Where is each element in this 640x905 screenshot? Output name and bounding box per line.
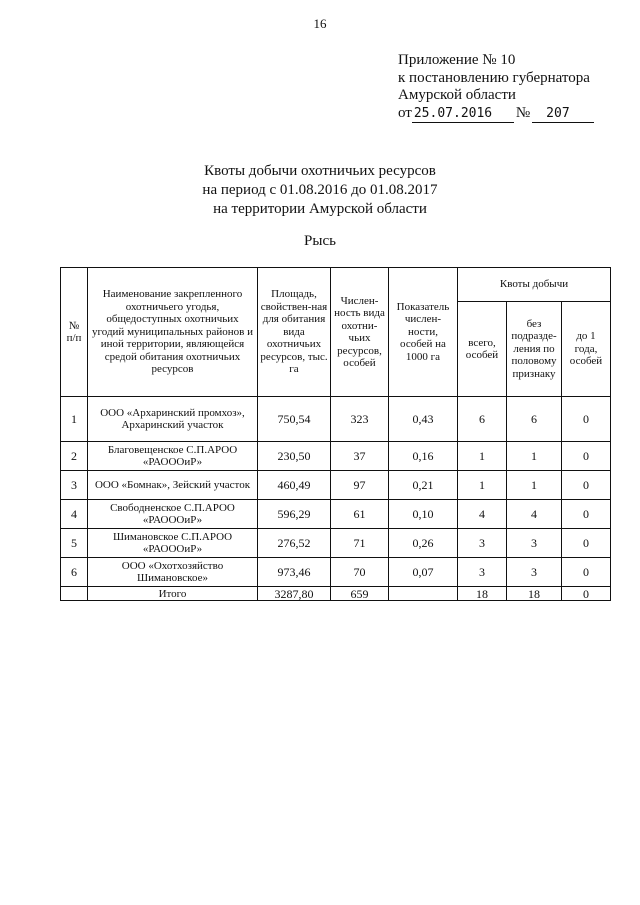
cell-quota-no-sex: 1	[507, 471, 562, 500]
cell-name: ООО «Охотхозяйство Шимановское»	[88, 558, 258, 587]
cell-name: ООО «Бомнак», Зейский участок	[88, 471, 258, 500]
cell-population: 37	[331, 442, 389, 471]
cell-area: 460,49	[258, 471, 331, 500]
cell-num: 3	[61, 471, 88, 500]
cell-area: 230,50	[258, 442, 331, 471]
table-header-row	[61, 268, 611, 302]
cell-quota-total: 1	[458, 471, 507, 500]
cell-num-empty	[61, 587, 88, 601]
species-heading: Рысь	[304, 233, 336, 249]
page-number: 16	[313, 16, 327, 31]
total-quota-under1: 0	[562, 587, 611, 601]
header-quota-group: Квоты добычи	[458, 268, 611, 302]
header-population: Числен-ность вида охотни-чьих ресурсов, особей	[331, 268, 389, 397]
cell-quota-under1: 0	[562, 529, 611, 558]
header-quota-under1: до 1 года, особей	[562, 302, 611, 397]
cell-density: 0,07	[389, 558, 458, 587]
cell-population: 61	[331, 500, 389, 529]
cell-num: 2	[61, 442, 88, 471]
total-label: Итого	[88, 587, 258, 601]
title-line-2: на период с 01.08.2016 до 01.08.2017	[202, 182, 438, 198]
appendix-reference: к постановлению губернатора	[398, 69, 590, 86]
total-quota: 18	[458, 587, 507, 601]
header-num: № п/п	[61, 268, 88, 397]
cell-quota-no-sex: 4	[507, 500, 562, 529]
header-quota-no-sex: без подразде-ления по половому признаку	[507, 302, 562, 397]
cell-density: 0,26	[389, 529, 458, 558]
decree-date: 25.07.2016	[412, 105, 514, 124]
cell-quota-no-sex: 6	[507, 397, 562, 442]
cell-quota-no-sex: 3	[507, 529, 562, 558]
cell-area: 750,54	[258, 397, 331, 442]
header-density: Показатель числен-ности, особей на 1000 га	[389, 268, 458, 397]
cell-population: 70	[331, 558, 389, 587]
cell-quota-total: 3	[458, 529, 507, 558]
quota-table	[60, 267, 611, 601]
decree-number: 207	[532, 105, 594, 124]
cell-quota-no-sex: 3	[507, 558, 562, 587]
cell-quota-under1: 0	[562, 500, 611, 529]
cell-quota-total: 4	[458, 500, 507, 529]
total-quota-no-sex: 18	[507, 587, 562, 601]
title-line-1: Квоты добычи охотничьих ресурсов	[204, 163, 436, 179]
header-name: Наименование закрепленного охотничьего угодья, общедоступных охотничьих угодий муниципальных районов и иной территории, являющейся средой обитания охотничьих ресурсов	[88, 268, 258, 397]
appendix-region: Амурской области	[398, 87, 516, 103]
cell-num: 6	[61, 558, 88, 587]
cell-name: Благовещенское С.П.АРОО «РАОООиР»	[88, 442, 258, 471]
number-sign: №	[515, 104, 531, 121]
cell-area: 276,52	[258, 529, 331, 558]
cell-density: 0,43	[389, 397, 458, 442]
title-line-3: на территории Амурской области	[213, 201, 427, 217]
cell-quota-under1: 0	[562, 397, 611, 442]
total-area: 3287,80	[258, 587, 331, 601]
cell-num: 4	[61, 500, 88, 529]
cell-quota-under1: 0	[562, 442, 611, 471]
table-row	[61, 471, 611, 500]
total-population: 659	[331, 587, 389, 601]
cell-area: 973,46	[258, 558, 331, 587]
cell-population: 97	[331, 471, 389, 500]
cell-name: ООО «Архаринский промхоз», Архаринский участок	[88, 397, 258, 442]
cell-area: 596,29	[258, 500, 331, 529]
cell-quota-no-sex: 1	[507, 442, 562, 471]
appendix-title: Приложение № 10	[398, 52, 516, 68]
table-row	[61, 397, 611, 442]
total-density-empty	[389, 587, 458, 601]
cell-density: 0,10	[389, 500, 458, 529]
cell-quota-total: 1	[458, 442, 507, 471]
header-quota-total: всего, особей	[458, 302, 507, 397]
cell-density: 0,21	[389, 471, 458, 500]
table-total-row	[61, 587, 611, 601]
cell-population: 71	[331, 529, 389, 558]
cell-quota-total: 3	[458, 558, 507, 587]
table-row	[61, 558, 611, 587]
appendix-date-number-line	[398, 105, 628, 124]
document-title	[0, 162, 640, 219]
cell-name: Шимановское С.П.АРОО «РАОООиР»	[88, 529, 258, 558]
date-prefix: от	[398, 104, 412, 121]
appendix-block	[398, 52, 628, 123]
cell-quota-under1: 0	[562, 471, 611, 500]
table-row	[61, 500, 611, 529]
cell-quota-under1: 0	[562, 558, 611, 587]
table-row	[61, 442, 611, 471]
cell-density: 0,16	[389, 442, 458, 471]
table-row	[61, 529, 611, 558]
cell-name: Свободненское С.П.АРОО «РАОООиР»	[88, 500, 258, 529]
header-area: Площадь, свойствен-ная для обитания вида охотничьих ресурсов, тыс. га	[258, 268, 331, 397]
cell-num: 1	[61, 397, 88, 442]
cell-quota-total: 6	[458, 397, 507, 442]
cell-population: 323	[331, 397, 389, 442]
cell-num: 5	[61, 529, 88, 558]
